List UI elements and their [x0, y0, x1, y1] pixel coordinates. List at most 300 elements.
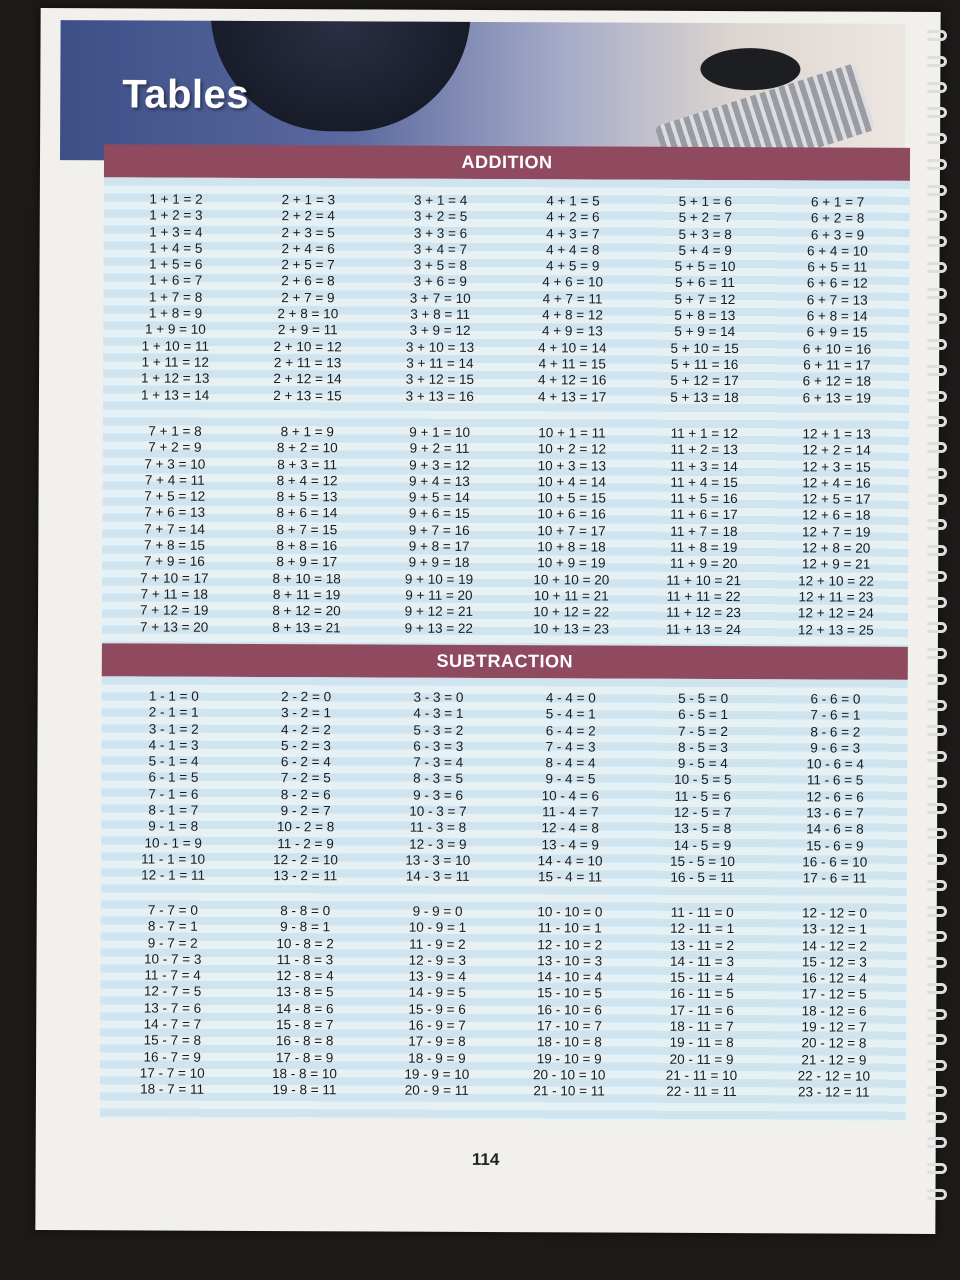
- equation: 12 - 6 = 6: [806, 789, 864, 805]
- equation: 20 - 10 = 10: [532, 1067, 606, 1083]
- spiral-ring: [925, 82, 947, 93]
- table-column: [241, 192, 374, 404]
- equation: 16 - 12 = 4: [801, 970, 867, 986]
- equation: 5 + 5 = 10: [674, 258, 736, 275]
- equation: 16 - 5 = 11: [670, 870, 735, 886]
- equation: 9 + 9 = 18: [408, 555, 470, 571]
- subtraction-heading: SUBTRACTION: [102, 643, 908, 680]
- equation: 18 - 9 = 9: [408, 1050, 466, 1066]
- equation: 4 + 8 = 12: [542, 307, 603, 323]
- spiral-ring: [925, 725, 947, 736]
- equation: 1 + 8 = 9: [148, 305, 203, 321]
- equation: 12 + 11 = 23: [798, 589, 874, 605]
- equation: 13 - 6 = 7: [806, 805, 864, 821]
- table-column: [771, 194, 904, 406]
- equation: 10 - 9 = 1: [408, 919, 467, 936]
- table-column: [374, 193, 507, 405]
- equation: 16 - 10 = 6: [536, 1001, 602, 1018]
- equation: 16 - 7 = 9: [143, 1049, 202, 1065]
- equation: 1 + 2 = 3: [149, 207, 203, 224]
- spiral-ring: [925, 365, 947, 376]
- equation: 11 - 4 = 7: [542, 804, 599, 820]
- equation: 10 + 5 = 15: [537, 490, 606, 506]
- equation: 2 + 6 = 8: [281, 273, 335, 289]
- equation: 16 - 6 = 10: [802, 854, 868, 870]
- equation: 12 - 1 = 11: [141, 867, 206, 884]
- equation: 8 + 8 = 16: [276, 538, 338, 554]
- equation: 11 + 5 = 16: [670, 490, 738, 507]
- equation: 5 + 8 = 13: [674, 307, 736, 324]
- equation: 20 - 9 = 11: [404, 1082, 469, 1099]
- spiral-ring: [925, 983, 947, 994]
- equation: 14 - 3 = 11: [405, 868, 470, 885]
- equation: 11 + 6 = 17: [670, 507, 738, 523]
- addition-heading: ADDITION: [104, 144, 910, 181]
- equation: 5 - 5 = 0: [678, 690, 729, 707]
- equation: 9 + 6 = 15: [408, 506, 470, 522]
- equation: 8 - 3 = 5: [413, 771, 464, 787]
- spiral-binding: [925, 30, 955, 1200]
- equation: 10 + 7 = 17: [537, 522, 606, 539]
- equation: 6 - 2 = 4: [280, 754, 331, 770]
- equation: 8 - 2 = 6: [280, 786, 331, 803]
- equation: 3 + 9 = 12: [409, 323, 471, 339]
- equation: 13 - 2 = 11: [273, 868, 338, 884]
- equation: 10 + 11 = 21: [533, 588, 609, 604]
- equation: 3 + 1 = 4: [413, 192, 468, 208]
- equation: 21 - 10 = 11: [533, 1083, 605, 1099]
- equation: 11 + 8 = 19: [670, 539, 738, 556]
- table-column: [638, 194, 771, 406]
- equation: 12 + 1 = 13: [802, 426, 871, 442]
- equation: 3 + 3 = 6: [413, 225, 468, 241]
- equation: 6 + 9 = 15: [806, 324, 868, 341]
- equation: 12 + 3 = 15: [802, 458, 871, 475]
- equation: 17 - 6 = 11: [802, 870, 867, 886]
- equation: 8 + 9 = 17: [276, 554, 338, 570]
- equation: 15 - 12 = 3: [801, 954, 867, 970]
- page-number: 114: [471, 1149, 500, 1170]
- spiral-ring: [925, 1086, 947, 1097]
- equation: 6 + 11 = 17: [803, 357, 871, 373]
- page-title: Tables: [122, 72, 250, 117]
- equation: 11 - 10 = 1: [537, 920, 602, 936]
- equation: 9 + 13 = 22: [404, 620, 473, 636]
- equation: 8 + 1 = 9: [280, 424, 334, 440]
- equation: 10 + 8 = 18: [537, 539, 606, 555]
- spiral-ring: [925, 159, 947, 170]
- table-column: [373, 424, 506, 636]
- spiral-ring: [925, 416, 947, 427]
- spiral-ring: [925, 313, 947, 324]
- equation: 2 + 4 = 6: [281, 240, 335, 257]
- table-column: [768, 691, 901, 887]
- equation: 3 + 8 = 11: [410, 306, 471, 322]
- table-column: [635, 905, 768, 1101]
- equation: 23 - 12 = 11: [798, 1084, 870, 1100]
- equation: 17 - 7 = 10: [139, 1065, 205, 1081]
- equation: 10 + 6 = 16: [537, 506, 606, 522]
- equation: 5 + 3 = 8: [678, 226, 732, 242]
- equation: 12 - 12 = 0: [802, 905, 868, 921]
- equation: 17 - 11 = 6: [669, 1002, 734, 1018]
- equation: 10 - 3 = 7: [409, 803, 467, 819]
- workbook-page: [35, 8, 940, 1234]
- equation: 9 + 7 = 16: [408, 522, 470, 538]
- equation: 6 + 3 = 9: [810, 226, 865, 243]
- equation: 11 + 9 = 20: [670, 556, 738, 572]
- equation: 11 + 11 = 22: [666, 588, 741, 605]
- equation: 3 - 2 = 1: [281, 705, 332, 721]
- addition-group-2: [102, 423, 909, 638]
- equation: 4 + 4 = 8: [546, 242, 600, 258]
- header-banner: [60, 20, 906, 164]
- equation: 3 + 2 = 5: [413, 208, 468, 225]
- equation: 16 - 8 = 8: [275, 1033, 334, 1049]
- equation: 6 + 8 = 14: [806, 308, 868, 324]
- table-column: [109, 191, 242, 403]
- spiral-ring: [925, 1034, 947, 1045]
- equation: 19 - 8 = 11: [272, 1082, 337, 1098]
- equation: 2 + 7 = 9: [281, 289, 335, 306]
- equation: 11 + 3 = 14: [670, 458, 738, 474]
- equation: 10 - 4 = 6: [541, 788, 600, 804]
- equation: 4 + 5 = 9: [546, 258, 600, 274]
- equation: 9 - 2 = 7: [280, 803, 331, 819]
- equation: 18 - 12 = 6: [801, 1003, 867, 1019]
- spiral-ring: [925, 1189, 947, 1200]
- equation: 7 + 2 = 9: [148, 439, 202, 456]
- spiral-ring: [925, 622, 947, 633]
- equation: 9 - 8 = 1: [280, 919, 331, 935]
- equation: 13 - 10 = 3: [537, 953, 603, 969]
- equation: 12 - 3 = 9: [409, 836, 467, 852]
- table-column: [505, 425, 638, 637]
- equation: 15 - 9 = 6: [408, 1001, 466, 1017]
- equation: 12 - 7 = 5: [143, 983, 202, 1000]
- spiral-ring: [925, 751, 947, 762]
- equation: 2 + 1 = 3: [281, 192, 336, 208]
- equation: 13 - 5 = 8: [673, 821, 732, 837]
- equation: 10 + 13 = 23: [533, 620, 610, 637]
- equation: 1 + 9 = 10: [144, 321, 206, 338]
- equation: 11 - 9 = 2: [409, 936, 466, 952]
- equation: 9 + 2 = 11: [409, 440, 470, 457]
- equation: 4 + 12 = 16: [538, 372, 607, 388]
- equation: 18 - 11 = 7: [669, 1018, 734, 1035]
- equation: 13 - 9 = 4: [408, 968, 467, 985]
- equation: 17 - 12 = 5: [801, 986, 867, 1003]
- equation: 12 - 5 = 7: [673, 804, 732, 821]
- equation: 2 + 12 = 14: [273, 371, 342, 387]
- equation: 7 + 1 = 8: [148, 423, 202, 439]
- equation: 6 + 13 = 19: [802, 389, 871, 406]
- equation: 12 + 12 = 24: [797, 605, 874, 621]
- equation: 11 - 3 = 8: [409, 820, 467, 836]
- equation: 6 + 4 = 10: [806, 243, 868, 259]
- equation: 11 - 8 = 3: [276, 951, 334, 968]
- equation: 12 + 5 = 17: [802, 491, 871, 507]
- equation: 3 - 3 = 0: [413, 689, 464, 705]
- equation: 12 + 4 = 16: [802, 475, 871, 491]
- equation: 17 - 10 = 7: [536, 1018, 602, 1034]
- equation: 7 - 7 = 0: [147, 902, 198, 918]
- equation: 5 + 13 = 18: [670, 389, 739, 405]
- spiral-ring: [925, 107, 947, 118]
- equation: 9 + 8 = 17: [408, 538, 470, 554]
- equation: 15 - 5 = 10: [669, 853, 735, 870]
- equation: 1 + 12 = 13: [141, 370, 210, 387]
- equation: 16 - 11 = 5: [669, 986, 734, 1002]
- equation: 9 - 4 = 5: [545, 771, 596, 787]
- spiral-ring: [925, 262, 947, 273]
- equation: 4 + 9 = 13: [541, 323, 603, 339]
- equation: 10 + 1 = 11: [538, 425, 606, 441]
- equation: 22 - 12 = 10: [797, 1068, 871, 1084]
- equation: 13 - 7 = 6: [143, 1000, 202, 1016]
- spiral-ring: [925, 597, 947, 608]
- equation: 7 + 5 = 12: [144, 488, 206, 504]
- spiral-ring: [925, 1163, 947, 1174]
- equation: 21 - 12 = 9: [801, 1052, 867, 1068]
- equation: 9 + 3 = 12: [409, 457, 470, 473]
- equation: 10 + 2 = 12: [537, 441, 607, 457]
- equation: 1 + 3 = 4: [149, 224, 203, 240]
- spiral-ring: [925, 880, 947, 891]
- equation: 2 + 9 = 11: [277, 322, 338, 338]
- equation: 6 + 6 = 12: [806, 275, 868, 292]
- equation: 2 + 5 = 7: [281, 257, 335, 273]
- spiral-ring: [925, 56, 947, 67]
- equation: 15 - 7 = 8: [143, 1032, 202, 1049]
- equation: 12 + 2 = 14: [802, 442, 871, 458]
- equation: 21 - 11 = 10: [665, 1067, 738, 1084]
- equation: 8 - 1 = 7: [148, 802, 199, 818]
- spiral-ring: [925, 571, 947, 582]
- equation: 13 - 11 = 2: [670, 937, 735, 953]
- table-column: [504, 690, 637, 886]
- spiral-ring: [925, 1060, 947, 1071]
- addition-group-1: [103, 191, 910, 406]
- equation: 14 - 6 = 8: [806, 821, 864, 838]
- equation: 7 + 4 = 11: [144, 472, 205, 488]
- equation: 6 + 7 = 13: [806, 292, 868, 308]
- equation: 15 - 4 = 11: [538, 869, 603, 885]
- equation: 12 - 11 = 1: [670, 921, 735, 937]
- equation: 5 + 12 = 17: [670, 373, 739, 389]
- equation: 11 + 12 = 23: [666, 605, 741, 621]
- equation: 3 + 7 = 10: [409, 290, 471, 306]
- equation: 5 + 4 = 9: [678, 242, 732, 258]
- equation: 4 + 11 = 15: [538, 356, 606, 372]
- equation: 12 - 9 = 3: [408, 952, 467, 968]
- equation: 11 + 7 = 18: [670, 523, 738, 539]
- equation: 5 + 2 = 7: [678, 210, 732, 226]
- equation: 5 - 3 = 2: [413, 722, 464, 738]
- spiral-ring: [925, 210, 947, 221]
- equation: 8 + 11 = 19: [272, 587, 341, 603]
- spiral-ring: [925, 468, 947, 479]
- equation: 7 + 12 = 19: [140, 602, 209, 619]
- equation: 9 - 3 = 6: [413, 787, 464, 803]
- equation: 5 - 4 = 1: [545, 706, 596, 722]
- equation: 7 - 6 = 1: [810, 707, 861, 723]
- equation: 10 + 4 = 14: [537, 474, 606, 490]
- equation: 7 + 10 = 17: [140, 570, 209, 586]
- table-column: [240, 424, 373, 636]
- table-column: [503, 904, 636, 1100]
- equation: 2 - 2 = 0: [281, 689, 332, 705]
- equation: 8 + 4 = 12: [276, 472, 338, 489]
- equation: 8 - 4 = 4: [545, 755, 596, 771]
- equation: 6 - 3 = 3: [413, 738, 464, 754]
- equation: 10 - 8 = 2: [276, 935, 334, 951]
- spiral-ring: [925, 931, 947, 942]
- equation: 10 - 6 = 4: [806, 756, 864, 772]
- equation: 13 - 4 = 9: [541, 836, 599, 853]
- equation: 9 + 1 = 10: [409, 424, 471, 440]
- equation: 9 + 12 = 21: [404, 603, 474, 620]
- equation: 3 + 12 = 15: [405, 371, 475, 388]
- equation: 6 + 1 = 7: [810, 194, 865, 210]
- equation: 11 - 7 = 4: [144, 967, 201, 983]
- equation: 14 - 12 = 2: [801, 937, 867, 954]
- equation: 6 + 5 = 11: [807, 259, 868, 275]
- equation: 7 + 13 = 20: [139, 619, 209, 635]
- table-column: [637, 426, 770, 638]
- table-column: [506, 193, 639, 405]
- equation: 4 + 10 = 14: [538, 339, 607, 356]
- equation: 11 - 5 = 6: [674, 788, 731, 804]
- equation: 3 + 10 = 13: [405, 339, 475, 355]
- equation: 3 + 6 = 9: [413, 274, 467, 290]
- addition-table: [102, 177, 910, 647]
- equation: 7 - 1 = 6: [148, 786, 199, 802]
- equation: 1 - 1 = 0: [148, 688, 199, 704]
- equation: 5 + 10 = 15: [670, 340, 739, 356]
- equation: 10 + 9 = 19: [537, 555, 606, 571]
- equation: 12 + 6 = 18: [802, 507, 871, 524]
- equation: 4 + 1 = 5: [546, 193, 600, 209]
- equation: 6 + 2 = 8: [810, 210, 865, 226]
- equation: 22 - 11 = 11: [666, 1084, 737, 1100]
- equation: 9 - 9 = 0: [412, 903, 463, 919]
- spiral-ring: [925, 185, 947, 196]
- equation: 8 - 8 = 0: [280, 903, 331, 919]
- spiral-ring: [925, 700, 947, 711]
- equation: 10 - 2 = 8: [276, 819, 335, 835]
- equation: 6 - 1 = 5: [148, 770, 199, 786]
- equation: 8 + 10 = 18: [272, 570, 341, 587]
- equation: 14 - 9 = 5: [408, 985, 466, 1001]
- equation: 17 - 8 = 9: [275, 1049, 334, 1066]
- spiral-ring: [925, 442, 947, 453]
- equation: 3 + 11 = 14: [406, 355, 474, 371]
- table-column: [372, 689, 505, 885]
- equation: 15 - 6 = 9: [806, 838, 864, 854]
- equation: 19 - 10 = 9: [536, 1050, 602, 1067]
- equation: 15 - 10 = 5: [537, 985, 603, 1001]
- equation: 6 + 12 = 18: [802, 373, 872, 389]
- spiral-ring: [925, 545, 947, 556]
- equation: 9 + 5 = 14: [408, 489, 470, 506]
- equation: 12 - 10 = 2: [537, 936, 603, 953]
- equation: 13 - 12 = 1: [801, 921, 867, 937]
- equation: 7 - 3 = 4: [413, 754, 464, 771]
- spiral-ring: [925, 906, 947, 917]
- spiral-ring: [925, 133, 947, 144]
- equation: 2 + 10 = 12: [273, 338, 342, 355]
- spiral-ring: [925, 828, 947, 839]
- equation: 12 + 9 = 21: [801, 556, 871, 573]
- equation: 11 - 2 = 9: [277, 835, 334, 852]
- equation: 12 + 8 = 20: [801, 540, 871, 556]
- equation: 5 + 1 = 6: [678, 193, 733, 210]
- equation: 10 - 1 = 9: [144, 835, 202, 851]
- spiral-ring: [925, 674, 947, 685]
- equation: 3 + 4 = 7: [413, 241, 468, 257]
- spiral-ring: [925, 777, 947, 788]
- equation: 19 - 12 = 7: [801, 1019, 867, 1035]
- equation: 16 - 9 = 7: [408, 1017, 466, 1033]
- equation: 20 - 11 = 9: [669, 1051, 734, 1067]
- equation: 5 - 1 = 4: [148, 753, 199, 769]
- equation: 11 + 2 = 13: [670, 442, 738, 458]
- spiral-ring: [925, 236, 947, 247]
- equation: 10 - 10 = 0: [537, 904, 603, 920]
- equation: 3 + 5 = 8: [413, 257, 468, 274]
- spiral-ring: [925, 519, 947, 530]
- equation: 12 - 4 = 8: [541, 820, 599, 836]
- equation: 7 - 4 = 3: [545, 739, 596, 755]
- spiral-ring: [925, 1112, 947, 1123]
- spiral-ring: [925, 339, 947, 350]
- equation: 2 + 11 = 13: [273, 355, 342, 371]
- equation: 9 + 10 = 19: [404, 571, 474, 587]
- spiral-ring: [925, 494, 947, 505]
- equation: 12 - 2 = 10: [272, 852, 338, 868]
- equation: 10 + 12 = 22: [533, 604, 610, 620]
- equation: 7 + 6 = 13: [144, 504, 206, 521]
- equation: 4 + 7 = 11: [542, 291, 603, 307]
- equation: 1 + 11 = 12: [141, 354, 209, 370]
- equation: 8 + 2 = 10: [276, 440, 338, 456]
- equation: 5 - 2 = 3: [280, 737, 331, 754]
- equation: 13 - 3 = 10: [405, 852, 471, 868]
- table-column: [768, 905, 901, 1101]
- table-column: [239, 689, 372, 885]
- equation: 15 - 11 = 4: [669, 969, 734, 986]
- equation: 11 + 13 = 24: [666, 621, 741, 637]
- equation: 5 + 11 = 16: [670, 356, 739, 373]
- spiral-ring: [925, 288, 947, 299]
- spiral-ring: [925, 1137, 947, 1148]
- equation: 6 - 5 = 1: [678, 707, 729, 723]
- table-column: [106, 902, 239, 1098]
- equation: 4 - 4 = 0: [545, 690, 596, 706]
- equation: 2 + 2 = 4: [281, 208, 335, 224]
- equation: 14 - 8 = 6: [276, 1000, 334, 1017]
- equation: 6 - 6 = 0: [810, 691, 861, 707]
- equation: 1 + 1 = 2: [149, 191, 203, 207]
- equation: 18 - 8 = 10: [272, 1066, 338, 1082]
- equation: 11 + 1 = 12: [670, 425, 738, 442]
- equation: 11 + 10 = 21: [666, 572, 742, 588]
- equation: 2 - 1 = 1: [148, 704, 199, 721]
- spiral-ring: [925, 1009, 947, 1020]
- equation: 11 - 1 = 10: [141, 851, 206, 867]
- spiral-ring: [925, 391, 947, 402]
